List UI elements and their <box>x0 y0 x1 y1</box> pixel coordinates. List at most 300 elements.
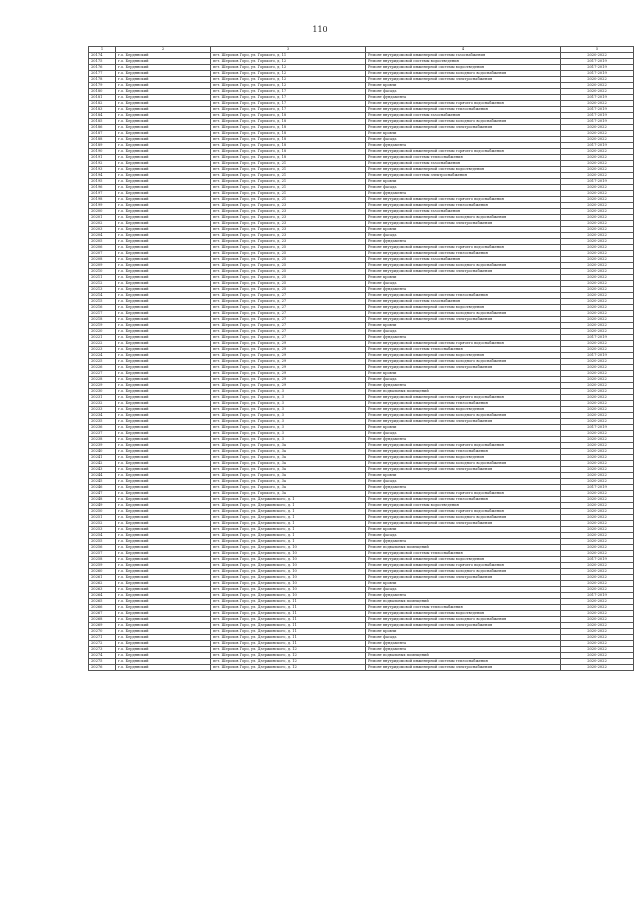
table-cell: 2020-2022 <box>561 299 634 305</box>
table-cell: 2020-2022 <box>561 449 634 455</box>
table-cell: Ремонт фасада <box>366 377 561 383</box>
table-cell: 2017-2019 <box>561 335 634 341</box>
table-cell: 20210 <box>89 269 116 275</box>
table-cell: пгт. Шерохов Горо, ул. Горького, д. 11 <box>211 53 366 59</box>
table-cell: 20242 <box>89 461 116 467</box>
table-cell: 2020-2022 <box>561 455 634 461</box>
table-cell: Ремонт кровли <box>366 473 561 479</box>
table-cell: 2020-2022 <box>561 101 634 107</box>
table-cell: Ремонт внутридомовой инженерной системы электроснабжения <box>366 623 561 629</box>
table-cell: г.о. Бердянский <box>116 149 211 155</box>
table-cell: г.о. Бердянский <box>116 389 211 395</box>
table-cell: 20258 <box>89 557 116 563</box>
table-cell: г.о. Бердянский <box>116 593 211 599</box>
table-cell: г.о. Бердянский <box>116 167 211 173</box>
table-cell: пгт. Шерохов Горо, ул. Горького, д. 3 <box>211 437 366 443</box>
page-number: 110 <box>312 25 328 34</box>
table-cell: 20194 <box>89 173 116 179</box>
table-cell: 20248 <box>89 497 116 503</box>
table-cell: Ремонт фундамента <box>366 647 561 653</box>
table-cell: 20222 <box>89 341 116 347</box>
table-cell: 2020-2022 <box>561 341 634 347</box>
table-cell: пгт. Шерохов Горо, ул. Горького, д. 3 <box>211 407 366 413</box>
table-cell: 2020-2022 <box>561 473 634 479</box>
table-cell: 2020-2022 <box>561 77 634 83</box>
table-cell: 2020-2022 <box>561 227 634 233</box>
table-cell: г.о. Бердянский <box>116 563 211 569</box>
table-cell: г.о. Бердянский <box>116 275 211 281</box>
table-cell: г.о. Бердянский <box>116 623 211 629</box>
table-cell: 2020-2022 <box>561 497 634 503</box>
table-cell: г.о. Бердянский <box>116 575 211 581</box>
table-cell: г.о. Бердянский <box>116 107 211 113</box>
table-cell: пгт. Шерохов Горо, ул. Дзержинского, д. 1 <box>211 509 366 515</box>
table-cell: Ремонт внутридомовой инженерной системы холодного водоснабжения <box>366 569 561 575</box>
table-cell: г.о. Бердянский <box>116 377 211 383</box>
table-cell: Ремонт фасада <box>366 137 561 143</box>
table-cell: пгт. Шерохов Горо, ул. Горького, д. 3 <box>211 419 366 425</box>
table-cell: пгт. Шерохов Горо, ул. Горького, д. 17 <box>211 95 366 101</box>
table-cell: пгт. Шерохов Горо, ул. Горького, д. 18 <box>211 149 366 155</box>
table-cell: пгт. Шерохов Горо, ул. Дзержинского, д. 11 <box>211 641 366 647</box>
table-cell: Ремонт подвальных помещений <box>366 599 561 605</box>
table-cell: 2020-2022 <box>561 149 634 155</box>
table-cell: 2020-2022 <box>561 329 634 335</box>
table-cell: г.о. Бердянский <box>116 533 211 539</box>
table-cell: г.о. Бердянский <box>116 311 211 317</box>
table-cell: 20249 <box>89 503 116 509</box>
table-cell: 2017-2019 <box>561 113 634 119</box>
table-cell: 2020-2022 <box>561 359 634 365</box>
table-cell: г.о. Бердянский <box>116 407 211 413</box>
table-cell: пгт. Шерохов Горо, ул. Горького, д. 18 <box>211 143 366 149</box>
register-table-body <box>89 47 634 671</box>
table-cell: пгт. Шерохов Горо, ул. Горького, д. 27 <box>211 323 366 329</box>
table-cell: 2020-2022 <box>561 89 634 95</box>
table-cell: пгт. Шерохов Горо, ул. Дзержинского, д. 12 <box>211 665 366 671</box>
table-cell: пгт. Шерохов Горо, ул. Горького, д. 3 <box>211 395 366 401</box>
table-cell: 2020-2022 <box>561 419 634 425</box>
table-cell: 20182 <box>89 101 116 107</box>
table-cell: Ремонт внутридомовой системы газоснабжения <box>366 299 561 305</box>
table-cell: пгт. Шерохов Горо, ул. Горького, д. 29 <box>211 365 366 371</box>
table-cell: пгт. Шерохов Горо, ул. Горького, д. 25 <box>211 275 366 281</box>
table-cell: 2020-2022 <box>561 467 634 473</box>
table-cell: Ремонт внутридомовой инженерной системы холодного водоснабжения <box>366 359 561 365</box>
table-cell: г.о. Бердянский <box>116 299 211 305</box>
table-cell: 20228 <box>89 377 116 383</box>
table-cell: 2020-2022 <box>561 209 634 215</box>
table-cell: 2020-2022 <box>561 377 634 383</box>
table-cell: Ремонт внутридомовой инженерной системы электроснабжения <box>366 365 561 371</box>
table-cell: Ремонт кровли <box>366 83 561 89</box>
table-cell: Ремонт внутридомовой инженерной системы горячего водоснабжения <box>366 197 561 203</box>
table-cell: 20264 <box>89 593 116 599</box>
table-cell: 20216 <box>89 305 116 311</box>
table-cell: пгт. Шерохов Горо, ул. Горького, д. 25 <box>211 263 366 269</box>
table-cell: Ремонт кровли <box>366 227 561 233</box>
table-cell: Ремонт фундамента <box>366 437 561 443</box>
table-cell: Ремонт внутридомовой инженерной системы электроснабжения <box>366 521 561 527</box>
table-cell: 2020-2022 <box>561 137 634 143</box>
table-cell: 20204 <box>89 233 116 239</box>
table-cell: 20208 <box>89 257 116 263</box>
table-cell: 20263 <box>89 587 116 593</box>
table-cell: 2020-2022 <box>561 575 634 581</box>
table-cell: г.о. Бердянский <box>116 365 211 371</box>
table-cell: пгт. Шерохов Горо, ул. Дзержинского, д. 1 <box>211 533 366 539</box>
table-cell: пгт. Шерохов Горо, ул. Горького, д. 3 <box>211 401 366 407</box>
table-cell: Ремонт внутридомовой инженерной системы водоотведения <box>366 407 561 413</box>
table-cell: 20231 <box>89 395 116 401</box>
table-cell: пгт. Шерохов Горо, ул. Дзержинского, д. 10 <box>211 575 366 581</box>
table-cell: 20188 <box>89 137 116 143</box>
table-cell: Ремонт подвальных помещений <box>366 653 561 659</box>
table-cell: пгт. Шерохов Горо, ул. Горького, д. 3а <box>211 455 366 461</box>
table-cell: Ремонт внутридомовой инженерной системы холодного водоснабжения <box>366 617 561 623</box>
table-cell: г.о. Бердянский <box>116 491 211 497</box>
table-cell: 2020-2022 <box>561 155 634 161</box>
table-cell: 20265 <box>89 599 116 605</box>
table-cell: пгт. Шерохов Горо, ул. Дзержинского, д. 11 <box>211 611 366 617</box>
table-cell: Ремонт внутридомовой инженерной системы водоотведения <box>366 455 561 461</box>
table-cell: 20252 <box>89 521 116 527</box>
table-cell: Ремонт фундамента <box>366 335 561 341</box>
table-cell: 2020-2022 <box>561 551 634 557</box>
table-cell: пгт. Шерохов Горо, ул. Дзержинского, д. 1 <box>211 503 366 509</box>
table-cell: Ремонт внутридомовой системы водоотведения <box>366 503 561 509</box>
table-cell: г.о. Бердянский <box>116 95 211 101</box>
table-cell: г.о. Бердянский <box>116 629 211 635</box>
table-cell: Ремонт внутридомовой инженерной системы электроснабжения <box>366 419 561 425</box>
table-cell: 20195 <box>89 179 116 185</box>
table-cell: 20187 <box>89 131 116 137</box>
table-cell: Ремонт внутридомовой инженерной системы электроснабжения <box>366 467 561 473</box>
table-cell: Ремонт внутридомовой инженерной системы горячего водоснабжения <box>366 563 561 569</box>
table-cell: пгт. Шерохов Горо, ул. Горького, д. 21 <box>211 179 366 185</box>
table-cell: г.о. Бердянский <box>116 503 211 509</box>
table-cell: Ремонт фундамента <box>366 593 561 599</box>
table-cell: 20219 <box>89 323 116 329</box>
table-cell: г.о. Бердянский <box>116 251 211 257</box>
table-cell: Ремонт кровли <box>366 131 561 137</box>
table-cell: пгт. Шерохов Горо, ул. Дзержинского, д. 1 <box>211 521 366 527</box>
table-cell: 20176 <box>89 65 116 71</box>
table-cell: г.о. Бердянский <box>116 521 211 527</box>
table-cell: Ремонт фасада <box>366 533 561 539</box>
table-cell: пгт. Шерохов Горо, ул. Горького, д. 25 <box>211 251 366 257</box>
table-cell: пгт. Шерохов Горо, ул. Горького, д. 21 <box>211 167 366 173</box>
table-cell: 20247 <box>89 491 116 497</box>
table-cell: 20269 <box>89 623 116 629</box>
table-cell: Ремонт внутридомовой инженерной системы водоотведения <box>366 65 561 71</box>
table-row <box>89 665 634 671</box>
table-cell: пгт. Шерохов Горо, ул. Горького, д. 18 <box>211 137 366 143</box>
table-cell: 2020-2022 <box>561 515 634 521</box>
table-cell: 20259 <box>89 563 116 569</box>
table-cell: г.о. Бердянский <box>116 347 211 353</box>
table-cell: пгт. Шерохов Горо, ул. Горького, д. 17 <box>211 89 366 95</box>
table-cell: 20207 <box>89 251 116 257</box>
table-cell: пгт. Шерохов Горо, ул. Горького, д. 29 <box>211 377 366 383</box>
table-cell: пгт. Шерохов Горо, ул. Горького, д. 17 <box>211 101 366 107</box>
table-cell: г.о. Бердянский <box>116 473 211 479</box>
table-cell: 20256 <box>89 545 116 551</box>
table-cell: Ремонт внутридомовой инженерной системы теплоснабжения <box>366 659 561 665</box>
table-cell: пгт. Шерохов Горо, ул. Дзержинского, д. 12 <box>211 653 366 659</box>
table-cell: г.о. Бердянский <box>116 437 211 443</box>
table-cell: Ремонт внутридомовой инженерной системы электроснабжения <box>366 77 561 83</box>
table-cell: 2020-2022 <box>561 443 634 449</box>
column-header: 3 <box>211 47 366 53</box>
table-cell: 20203 <box>89 227 116 233</box>
table-cell: 20227 <box>89 371 116 377</box>
table-cell: 2020-2022 <box>561 221 634 227</box>
table-cell: 2020-2022 <box>561 269 634 275</box>
table-cell: г.о. Бердянский <box>116 401 211 407</box>
table-cell: пгт. Шерохов Горо, ул. Горького, д. 3а <box>211 443 366 449</box>
table-cell: 2020-2022 <box>561 599 634 605</box>
table-cell: г.о. Бердянский <box>116 461 211 467</box>
table-cell: 20268 <box>89 617 116 623</box>
table-cell: пгт. Шерохов Горо, ул. Дзержинского, д. 10 <box>211 551 366 557</box>
column-header: 5 <box>561 47 634 53</box>
table-cell: 20254 <box>89 533 116 539</box>
table-cell: 20175 <box>89 59 116 65</box>
table-cell: 20215 <box>89 299 116 305</box>
table-cell: пгт. Шерохов Горо, ул. Горького, д. 3 <box>211 431 366 437</box>
table-cell: 2020-2022 <box>561 533 634 539</box>
table-cell: Ремонт фундамента <box>366 287 561 293</box>
table-cell: Ремонт фасада <box>366 185 561 191</box>
table-cell: 2020-2022 <box>561 263 634 269</box>
table-cell: 2020-2022 <box>561 413 634 419</box>
table-cell: г.о. Бердянский <box>116 185 211 191</box>
table-cell: пгт. Шерохов Горо, ул. Горького, д. 25 <box>211 269 366 275</box>
table-cell: пгт. Шерохов Горо, ул. Дзержинского, д. 11 <box>211 605 366 611</box>
table-cell: пгт. Шерохов Горо, ул. Дзержинского, д. 11 <box>211 623 366 629</box>
table-cell: 2020-2022 <box>561 617 634 623</box>
table-cell: Ремонт подвальных помещений <box>366 545 561 551</box>
table-cell: г.о. Бердянский <box>116 215 211 221</box>
table-cell: 20261 <box>89 575 116 581</box>
table-cell: пгт. Шерохов Горо, ул. Горького, д. 21 <box>211 161 366 167</box>
table-cell: 20260 <box>89 569 116 575</box>
table-cell: г.о. Бердянский <box>116 341 211 347</box>
table-cell: 2020-2022 <box>561 257 634 263</box>
table-cell: г.о. Бердянский <box>116 269 211 275</box>
table-cell: пгт. Шерохов Горо, ул. Дзержинского, д. 12 <box>211 647 366 653</box>
table-cell: Ремонт внутридомовой инженерной системы водоотведения <box>366 353 561 359</box>
table-cell: Ремонт фасада <box>366 587 561 593</box>
table-cell: 20233 <box>89 407 116 413</box>
table-cell: пгт. Шерохов Горо, ул. Дзержинского, д. 1 <box>211 497 366 503</box>
table-cell: пгт. Шерохов Горо, ул. Горького, д. 12 <box>211 59 366 65</box>
table-cell: 2020-2022 <box>561 545 634 551</box>
table-cell: г.о. Бердянский <box>116 395 211 401</box>
table-cell: 20241 <box>89 455 116 461</box>
table-cell: г.о. Бердянский <box>116 647 211 653</box>
table-cell: Ремонт внутридомовой инженерной системы холодного водоснабжения <box>366 515 561 521</box>
table-cell: пгт. Шерохов Горо, ул. Дзержинского, д. 1 <box>211 539 366 545</box>
table-cell: пгт. Шерохов Горо, ул. Горького, д. 3 <box>211 413 366 419</box>
table-cell: 2020-2022 <box>561 605 634 611</box>
table-cell: 20253 <box>89 527 116 533</box>
table-cell: Ремонт внутридомовой системы газоснабжения <box>366 113 561 119</box>
table-cell: Ремонт внутридомовой системы газоснабжения <box>366 161 561 167</box>
table-cell: пгт. Шерохов Горо, ул. Горького, д. 23 <box>211 233 366 239</box>
table-cell: Ремонт внутридомовой инженерной системы теплоснабжения <box>366 449 561 455</box>
table-cell: Ремонт внутридомовой инженерной системы горячего водоснабжения <box>366 245 561 251</box>
table-cell: г.о. Бердянский <box>116 233 211 239</box>
table-cell: 2017-2019 <box>561 95 634 101</box>
table-cell: пгт. Шерохов Горо, ул. Дзержинского, д. 10 <box>211 563 366 569</box>
table-cell: г.о. Бердянский <box>116 239 211 245</box>
table-cell: г.о. Бердянский <box>116 137 211 143</box>
table-cell: пгт. Шерохов Горо, ул. Горького, д. 21 <box>211 185 366 191</box>
table-cell: г.о. Бердянский <box>116 569 211 575</box>
table-cell: 20202 <box>89 221 116 227</box>
table-cell: Ремонт внутридомовой инженерной системы холодного водоснабжения <box>366 311 561 317</box>
table-cell: Ремонт внутридомовой инженерной системы теплоснабжения <box>366 203 561 209</box>
table-cell: 2020-2022 <box>561 479 634 485</box>
table-cell: г.о. Бердянский <box>116 605 211 611</box>
table-cell: 2020-2022 <box>561 317 634 323</box>
table-cell: пгт. Шерохов Горо, ул. Горького, д. 18 <box>211 119 366 125</box>
table-cell: 20251 <box>89 515 116 521</box>
table-cell: г.о. Бердянский <box>116 317 211 323</box>
table-cell: 2020-2022 <box>561 251 634 257</box>
table-cell: 20245 <box>89 479 116 485</box>
table-cell: пгт. Шерохов Горо, ул. Горького, д. 23 <box>211 215 366 221</box>
table-cell: 20226 <box>89 365 116 371</box>
table-cell: 2020-2022 <box>561 83 634 89</box>
table-cell: 20185 <box>89 119 116 125</box>
table-cell: 20174 <box>89 53 116 59</box>
table-cell: Ремонт внутридомовой инженерной системы электроснабжения <box>366 665 561 671</box>
table-cell: 2020-2022 <box>561 635 634 641</box>
table-cell: 2020-2022 <box>561 581 634 587</box>
table-cell: г.о. Бердянский <box>116 455 211 461</box>
table-cell: Ремонт внутридомовой системы газоснабжения <box>366 257 561 263</box>
table-cell: 2020-2022 <box>561 323 634 329</box>
table-cell: Ремонт внутридомовой инженерной системы теплоснабжения <box>366 107 561 113</box>
table-cell: Ремонт внутридомовой инженерной системы водоотведения <box>366 611 561 617</box>
table-cell: 20243 <box>89 467 116 473</box>
table-cell: пгт. Шерохов Горо, ул. Горького, д. 3а <box>211 473 366 479</box>
table-cell: пгт. Шерохов Горо, ул. Горького, д. 3 <box>211 425 366 431</box>
table-cell: г.о. Бердянский <box>116 581 211 587</box>
table-cell: 2020-2022 <box>561 215 634 221</box>
table-cell: Ремонт внутридомовой инженерной системы горячего водоснабжения <box>366 509 561 515</box>
table-cell: г.о. Бердянский <box>116 65 211 71</box>
table-cell: г.о. Бердянский <box>116 161 211 167</box>
table-cell: Ремонт подвальных помещений <box>366 389 561 395</box>
table-cell: Ремонт фундамента <box>366 641 561 647</box>
table-cell: г.о. Бердянский <box>116 653 211 659</box>
table-cell: пгт. Шерохов Горо, ул. Горького, д. 23 <box>211 227 366 233</box>
table-cell: 2020-2022 <box>561 275 634 281</box>
table-cell: 2020-2022 <box>561 503 634 509</box>
table-cell: 2020-2022 <box>561 407 634 413</box>
table-cell: г.о. Бердянский <box>116 53 211 59</box>
table-cell: 20177 <box>89 71 116 77</box>
table-cell: 20272 <box>89 641 116 647</box>
table-cell: 2020-2022 <box>561 293 634 299</box>
table-cell: 2020-2022 <box>561 653 634 659</box>
table-cell: г.о. Бердянский <box>116 617 211 623</box>
table-cell: г.о. Бердянский <box>116 119 211 125</box>
table-cell: пгт. Шерохов Горо, ул. Горького, д. 12 <box>211 65 366 71</box>
table-cell: г.о. Бердянский <box>116 59 211 65</box>
table-cell: Ремонт фундамента <box>366 485 561 491</box>
table-cell: 2020-2022 <box>561 461 634 467</box>
table-cell: пгт. Шерохов Горо, ул. Горького, д. 3 <box>211 389 366 395</box>
table-cell: 2017-2019 <box>561 179 634 185</box>
table-cell: 20196 <box>89 185 116 191</box>
table-cell: 20257 <box>89 551 116 557</box>
table-cell: пгт. Шерохов Горо, ул. Горького, д. 27 <box>211 311 366 317</box>
table-cell: Ремонт кровли <box>366 425 561 431</box>
table-cell: г.о. Бердянский <box>116 665 211 671</box>
table-cell: 20229 <box>89 383 116 389</box>
table-cell: 20213 <box>89 287 116 293</box>
table-cell: 2017-2019 <box>561 485 634 491</box>
table-cell: Ремонт внутридомовой инженерной системы теплоснабжения <box>366 293 561 299</box>
table-cell: 2020-2022 <box>561 431 634 437</box>
table-cell: г.о. Бердянский <box>116 449 211 455</box>
table-cell: пгт. Шерохов Горо, ул. Горького, д. 27 <box>211 335 366 341</box>
table-cell: пгт. Шерохов Горо, ул. Горького, д. 18 <box>211 113 366 119</box>
table-cell: 2020-2022 <box>561 569 634 575</box>
table-cell: 20180 <box>89 89 116 95</box>
table-cell: пгт. Шерохов Горо, ул. Горького, д. 3а <box>211 479 366 485</box>
table-cell: г.о. Бердянский <box>116 227 211 233</box>
table-cell: Ремонт внутридомовой инженерной системы водоотведения <box>366 557 561 563</box>
table-cell: Ремонт кровли <box>366 371 561 377</box>
table-cell: Ремонт фасада <box>366 329 561 335</box>
table-cell: Ремонт фасада <box>366 479 561 485</box>
table-cell: пгт. Шерохов Горо, ул. Горького, д. 25 <box>211 281 366 287</box>
table-cell: 20209 <box>89 263 116 269</box>
table-cell: пгт. Шерохов Горо, ул. Дзержинского, д. 1 <box>211 515 366 521</box>
table-cell: пгт. Шерохов Горо, ул. Горького, д. 3а <box>211 485 366 491</box>
table-cell: 20192 <box>89 161 116 167</box>
table-cell: 2020-2022 <box>561 563 634 569</box>
table-cell: 20178 <box>89 77 116 83</box>
table-cell: 20237 <box>89 431 116 437</box>
table-cell: Ремонт внутридомовой системы теплоснабжения <box>366 155 561 161</box>
table-cell: пгт. Шерохов Горо, ул. Дзержинского, д. 10 <box>211 587 366 593</box>
table-cell: 20205 <box>89 239 116 245</box>
table-cell: 20255 <box>89 539 116 545</box>
table-cell: 20223 <box>89 347 116 353</box>
table-cell: 2017-2019 <box>561 107 634 113</box>
table-cell: 2020-2022 <box>561 383 634 389</box>
table-cell: 2020-2022 <box>561 203 634 209</box>
table-cell: 20262 <box>89 581 116 587</box>
table-cell: пгт. Шерохов Горо, ул. Дзержинского, д. 11 <box>211 617 366 623</box>
table-cell: пгт. Шерохов Горо, ул. Дзержинского, д. 10 <box>211 545 366 551</box>
table-cell: г.о. Бердянский <box>116 353 211 359</box>
table-cell: 20244 <box>89 473 116 479</box>
table-cell: 2020-2022 <box>561 611 634 617</box>
table-cell: пгт. Шерохов Горо, ул. Горького, д. 3а <box>211 461 366 467</box>
table-cell: г.о. Бердянский <box>116 77 211 83</box>
table-cell: Ремонт кровли <box>366 629 561 635</box>
table-cell: 20198 <box>89 197 116 203</box>
table-cell: 2020-2022 <box>561 347 634 353</box>
